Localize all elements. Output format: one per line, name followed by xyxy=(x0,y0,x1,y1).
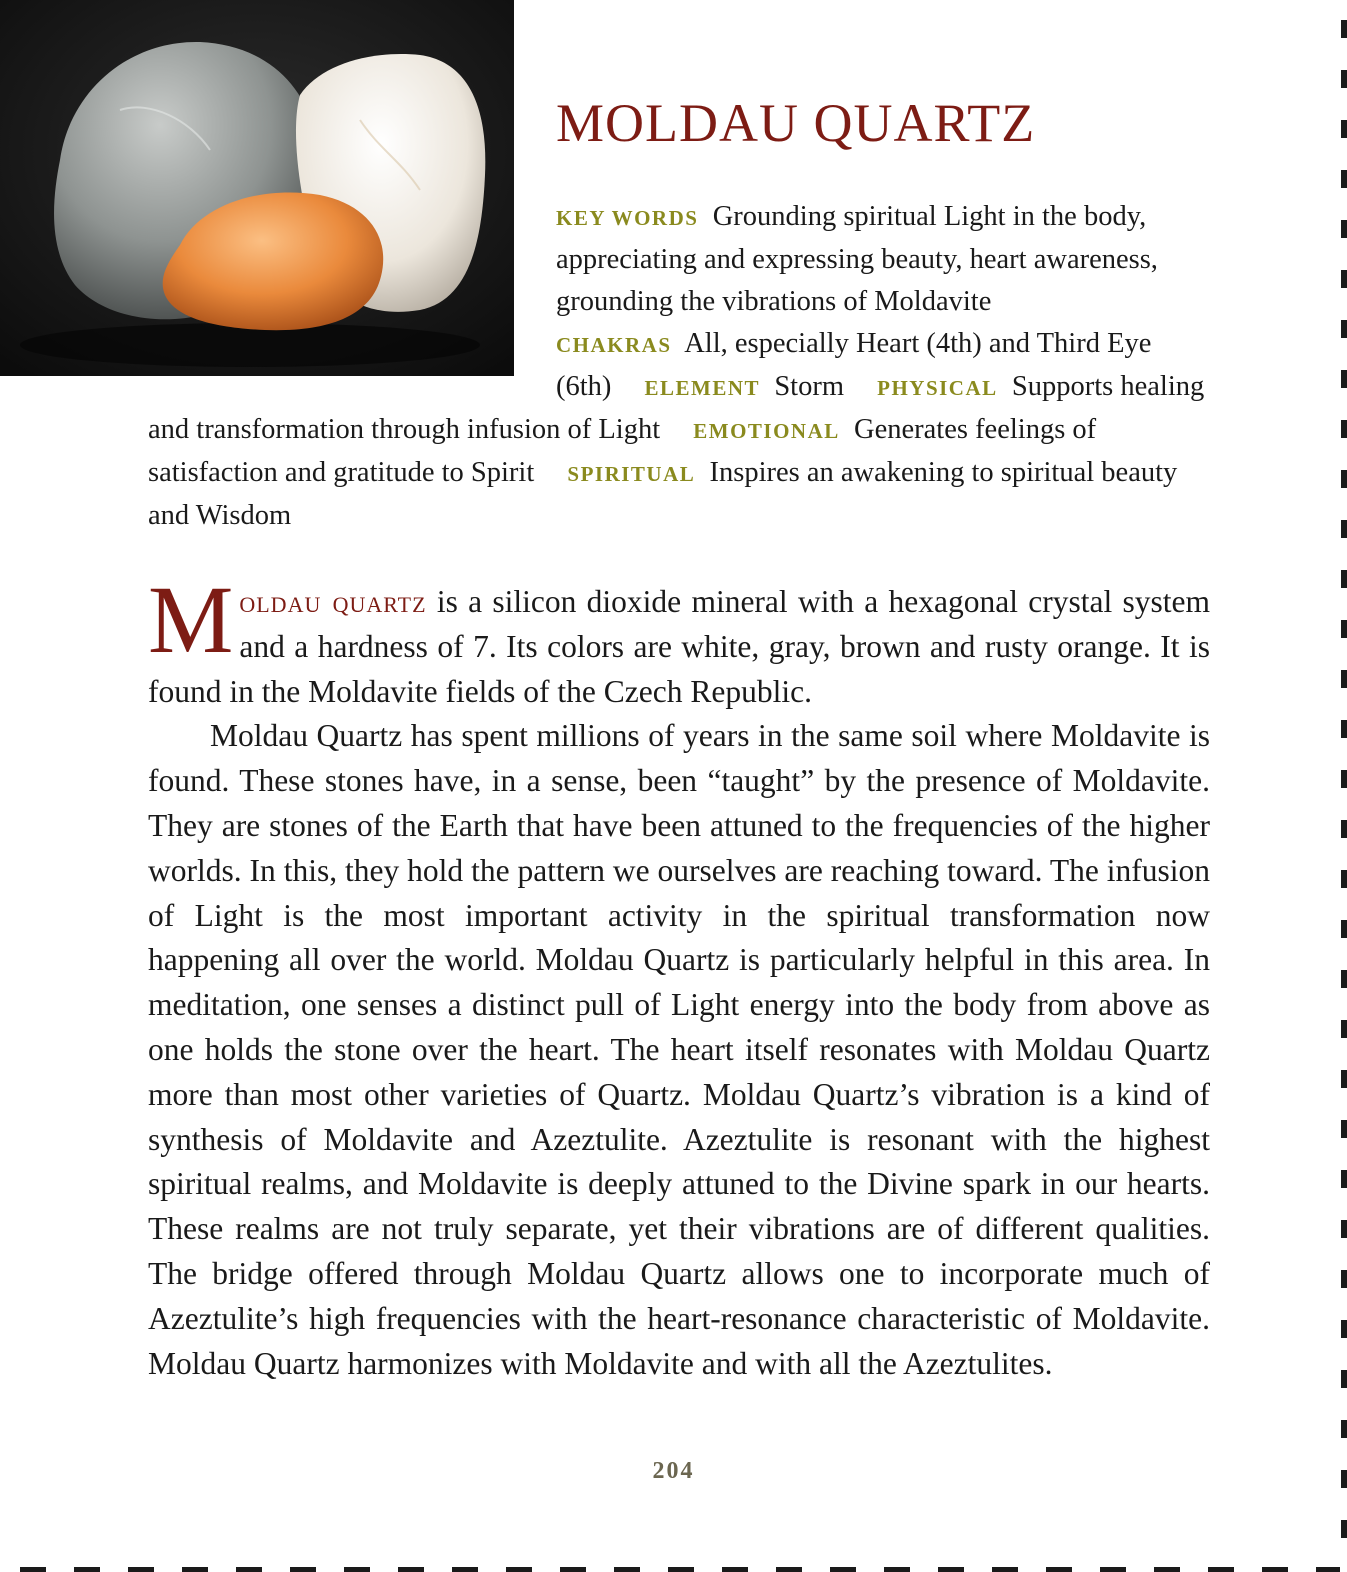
spiritual-text: Inspires an awakening to spiritual beauty and Wisdom xyxy=(148,457,1178,531)
photo-wrap-spacer xyxy=(148,196,556,406)
drop-cap: M xyxy=(148,566,234,673)
paragraph-1-text: is a silicon dioxide mineral with a hexagonal crystal system and a hardness of 7. Its colors are white, gray, brown and rusty orange. It is found in the Moldavite fields of the Czech Republic. xyxy=(148,584,1210,709)
article-body xyxy=(148,566,1210,1386)
key-words-text: Grounding spiritual Light in the body, appreciating and expressing beauty, heart awareness, grounding the vibrations of Moldavite xyxy=(556,201,1158,317)
chakras-label: CHAKRAS xyxy=(556,333,672,357)
paragraph-1 xyxy=(148,566,1210,714)
bottom-edge-marks xyxy=(20,1567,1340,1572)
page-title: MOLDAU QUARTZ xyxy=(556,93,1036,153)
physical-text: Supports healing and transformation through infusion of Light xyxy=(148,371,1205,445)
element-text: Storm xyxy=(774,371,844,402)
key-words-label: KEY WORDS xyxy=(556,206,699,230)
key-info-block xyxy=(148,196,1210,537)
right-edge-marks xyxy=(1341,20,1347,1550)
page-number: 204 xyxy=(652,1458,695,1484)
emotional-text: Generates feelings of satisfaction and gratitude to Spirit xyxy=(148,414,1097,488)
element-label: ELEMENT xyxy=(644,376,761,400)
lead-small-caps: oldau quartz xyxy=(239,584,427,619)
emotional-label: EMOTIONAL xyxy=(693,419,840,443)
paragraph-2: Moldau Quartz has spent millions of years in the same soil where Moldavite is found. These stones have, in a sense, been “taught” by the presence of Moldavite. They are stones of the Earth that have been attuned to the frequencies of the higher worlds. In this, they hold the pattern we ourselves are reaching toward. The infusion of Light is the most important activity in the spiritual transformation now happening all over the world. Moldau Quartz is particularly helpful in this area. In meditation, one senses a distinct pull of Light energy into the body from above as one holds the stone over the heart. The heart itself resonates with Moldau Quartz more than most other varieties of Quartz. Moldau Quartz’s vibration is a kind of synthesis of Moldavite and Azeztulite. Azeztulite is resonant with the highest spiritual realms, and Moldavite is deeply attuned to the Divine spark in our hearts. These realms are not truly separate, yet their vibrations are of different qualities. The bridge offered through Moldau Quartz allows one to incorporate much of Azeztulite’s high frequencies with the heart-resonance characteristic of Moldavite. Moldau Quartz harmonizes with Moldavite and with all the Azeztulites. xyxy=(148,718,1210,1381)
spiritual-label: SPIRITUAL xyxy=(567,462,696,486)
chakras-text: All, especially Heart (4th) and Third Eye (6th) xyxy=(556,328,1152,402)
physical-label: PHYSICAL xyxy=(877,376,998,400)
